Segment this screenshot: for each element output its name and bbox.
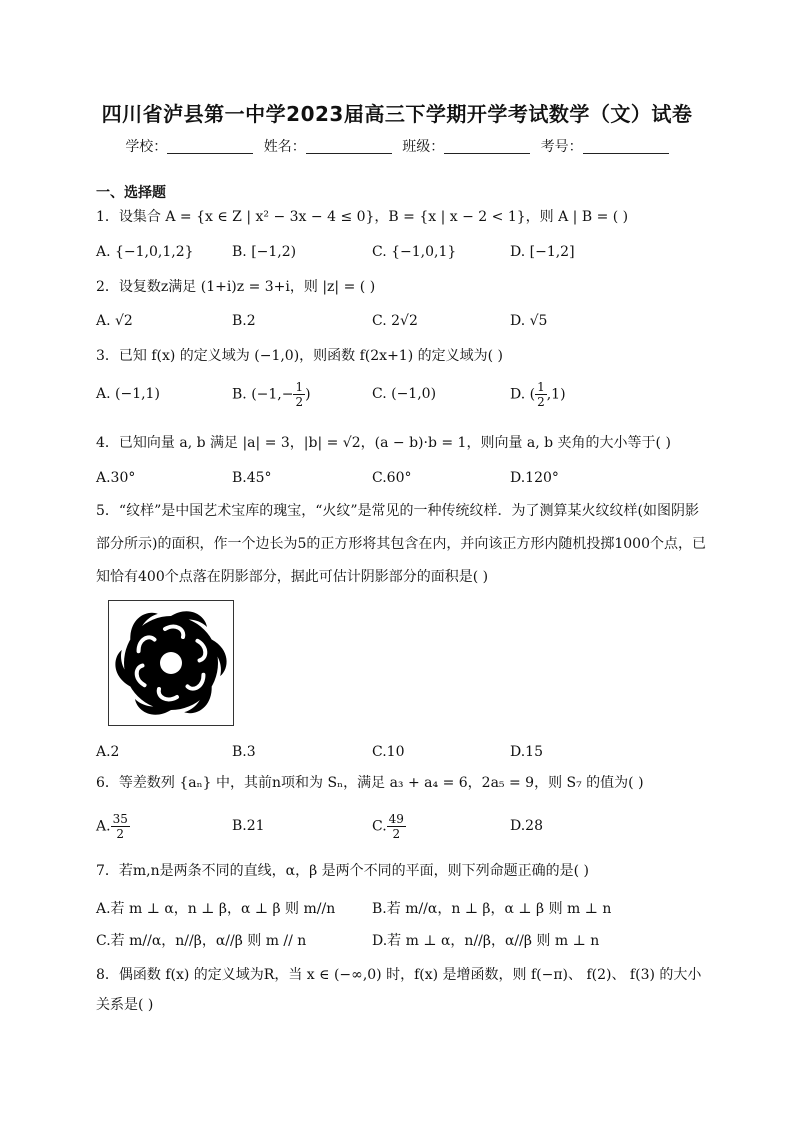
- option-b[interactable]: B.45°: [232, 470, 272, 486]
- fire-pattern-icon: [109, 601, 233, 725]
- option-c[interactable]: C. {−1,0,1}: [372, 244, 457, 260]
- class-blank[interactable]: [444, 139, 530, 154]
- question-5-stem: 5．“纹样”是中国艺术宝库的瑰宝，“火纹”是常见的一种传统纹样．为了测算某火纹纹样(如图阴影部分所示)的面积，作一个边长为5的正方形将其包含在内，并向该正方形内随机投掷1000个点，已知恰有400个点落在阴影部分，据此可估计阴影部分的面积是( ): [96, 503, 706, 585]
- number-field: 考号：: [541, 136, 669, 156]
- question-3-options: [96, 380, 706, 416]
- option-b[interactable]: B.3: [232, 744, 256, 760]
- student-info-row: [0, 136, 794, 156]
- option-a[interactable]: A. {−1,0,1,2}: [96, 244, 194, 260]
- option-d[interactable]: D.120°: [510, 470, 559, 486]
- option-a[interactable]: A. (−1,1): [96, 386, 160, 402]
- option-c[interactable]: C.60°: [372, 470, 412, 486]
- option-d[interactable]: D. √5: [510, 313, 548, 329]
- question-4-options: [96, 470, 706, 494]
- fraction: $\frac{1}{2}$: [295, 380, 304, 409]
- question-7-stem: 7．若m,n是两条不同的直线，α，β 是两个不同的平面，则下列命题正确的是( ): [96, 863, 590, 879]
- option-d[interactable]: D. [−1,2]: [510, 244, 575, 260]
- question-4-stem: 4．已知向量 a, b 满足 |a| = 3，|b| = √2，(a − b)·b = 1，则向量 a, b 夹角的大小等于( ): [96, 435, 671, 451]
- option-c[interactable]: C. $\frac{49}{2}$: [372, 812, 404, 841]
- question-7-options-row-2: [96, 930, 706, 954]
- option-b[interactable]: B. (−1,− $\frac{1}{2}$ ): [232, 380, 311, 409]
- fire-pattern-figure: [108, 600, 234, 726]
- option-d[interactable]: D.若 m ⊥ α，n//β，α//β 则 m ⊥ n: [372, 933, 600, 949]
- option-a[interactable]: A.30°: [96, 470, 136, 486]
- option-d[interactable]: D.15: [510, 744, 543, 760]
- option-c[interactable]: C. (−1,0): [372, 386, 437, 402]
- question-3-stem: 3．已知 f(x) 的定义域为 (−1,0)，则函数 f(2x+1) 的定义域为( ): [96, 348, 503, 364]
- option-c[interactable]: C.10: [372, 744, 405, 760]
- question-5-options: [96, 744, 706, 768]
- question-6-options: [96, 812, 706, 852]
- option-b[interactable]: B.若 m//α，n ⊥ β，α ⊥ β 则 m ⊥ n: [372, 901, 612, 917]
- question-1-options: [96, 244, 706, 268]
- question-8-stem: 8．偶函数 f(x) 的定义域为R，当 x ∈ (−∞,0) 时，f(x) 是增函数，则 f(−π)、 f(2)、 f(3) 的大小关系是( ): [96, 967, 702, 1013]
- question-6-stem: 6．等差数列 {aₙ} 中，其前n项和为 Sₙ，满足 a₃ + a₄ = 6，2a₅ = 9，则 S₇ 的值为( ): [96, 775, 644, 791]
- option-a[interactable]: A. √2: [96, 313, 133, 329]
- question-2-stem: 2．设复数z满足 (1+i)z = 3+i，则 |z| = ( ): [96, 279, 376, 295]
- option-b[interactable]: B.21: [232, 818, 265, 834]
- fraction: $\frac{35}{2}$: [112, 812, 128, 841]
- number-blank[interactable]: [583, 139, 669, 154]
- option-a[interactable]: A.2: [96, 744, 120, 760]
- fraction: $\frac{1}{2}$: [537, 380, 545, 409]
- option-a[interactable]: A. $\frac{35}{2}$: [96, 812, 128, 841]
- school-field: 学校：: [125, 136, 253, 156]
- name-blank[interactable]: [306, 139, 392, 154]
- option-b[interactable]: B.2: [232, 313, 256, 329]
- option-b[interactable]: B. [−1,2): [232, 244, 297, 260]
- class-field: 班级：: [402, 136, 530, 156]
- option-d[interactable]: D. ( $\frac{1}{2}$ ,1): [510, 380, 566, 409]
- question-2-options: [96, 313, 706, 337]
- option-c[interactable]: C.若 m//α，n//β，α//β 则 m // n: [96, 933, 307, 949]
- name-field: 姓名：: [264, 136, 392, 156]
- option-d[interactable]: D.28: [510, 818, 543, 834]
- exam-title: 四川省泸县第一中学2023届高三下学期开学考试数学（文）试卷: [101, 102, 693, 126]
- section-heading: 一、选择题: [96, 185, 166, 201]
- question-1-stem: 1．设集合 A = {x ∈ Z | x² − 3x − 4 ≤ 0}，B = {x | x − 2 < 1}，则 A | B = ( ): [96, 209, 629, 225]
- option-a[interactable]: A.若 m ⊥ α，n ⊥ β，α ⊥ β 则 m//n: [96, 901, 336, 917]
- option-c[interactable]: C. 2√2: [372, 313, 418, 329]
- question-7-options-row-1: [96, 898, 706, 922]
- fraction: $\frac{49}{2}$: [388, 812, 404, 841]
- school-blank[interactable]: [167, 139, 253, 154]
